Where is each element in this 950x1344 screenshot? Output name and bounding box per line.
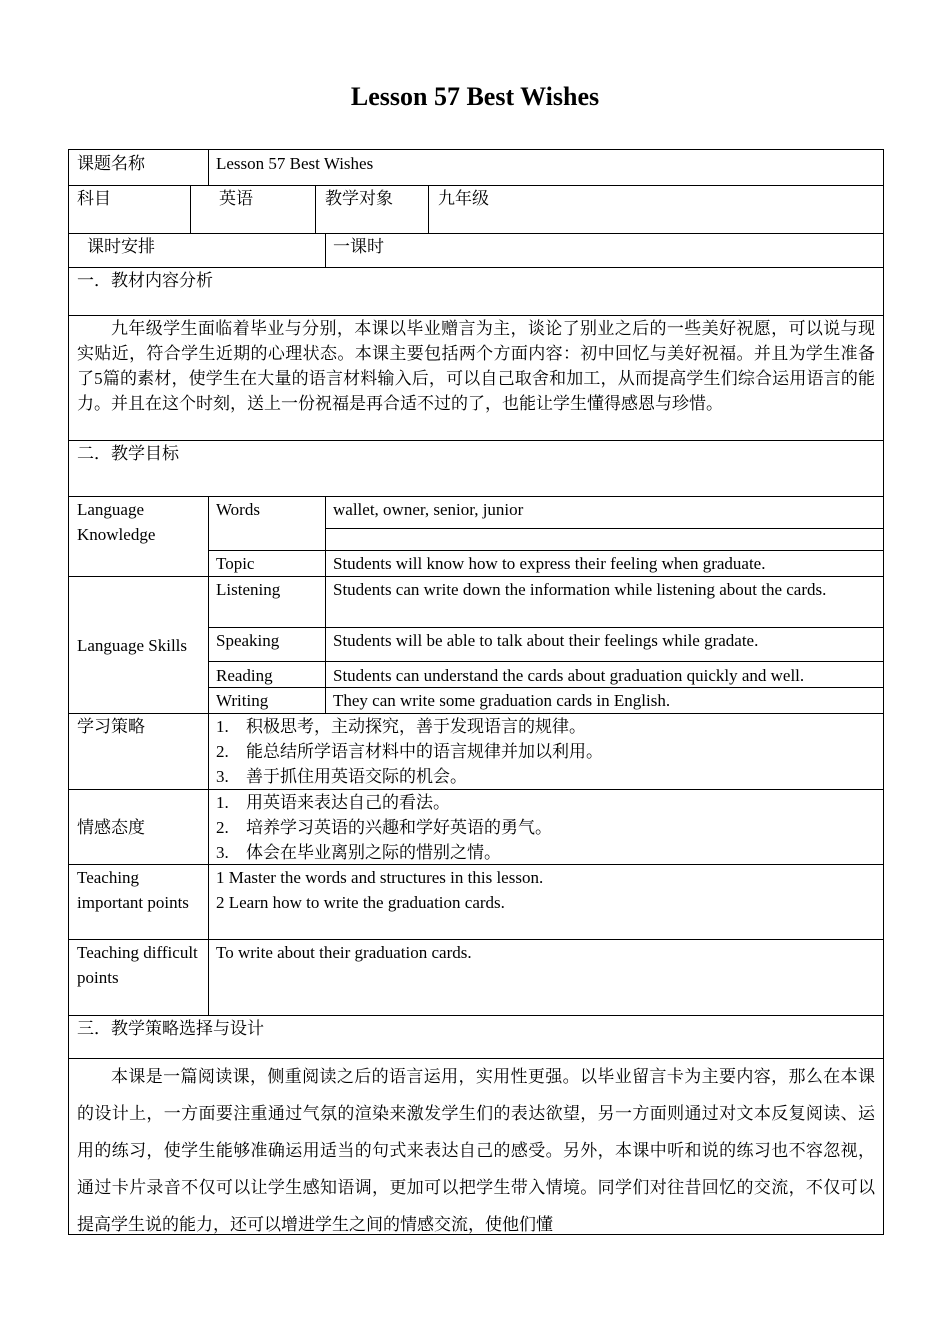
course-name-label: 课题名称 <box>68 149 209 186</box>
skills-label: Language Skills <box>68 576 209 714</box>
section3-heading: 三．教学策略选择与设计 <box>68 1015 884 1059</box>
section3-text: 本课是一篇阅读课，侧重阅读之后的语言运用，实用性更强。以毕业留言卡为主要内容，那么在本课的设计上，一方面要注重通过气氛的渲染来激发学生们的表达欲望，另一方面则通过对文本反复阅读、运用的练习，使学生能够准确运用适当的句式来表达自己的感受。另外，本课中听和说的练习也不容忽视，通过卡片录音不仅可以让学生感知语调，更加可以把学生带入情境。同学们对往昔回忆的交流，不仅可以提高学生说的能力，还可以增进学生之间的情感交流，使他们懂 <box>68 1058 884 1235</box>
period-value: 一课时 <box>325 233 884 268</box>
course-name-value: Lesson 57 Best Wishes <box>208 149 884 186</box>
important-line: 2 Learn how to write the graduation cards. <box>216 893 505 912</box>
strategy-label: 学习策略 <box>68 713 209 790</box>
section1-heading: 一．教材内容分析 <box>68 267 884 316</box>
attitude-label: 情感态度 <box>68 789 209 865</box>
attitude-item: 1. 用英语来表达自己的看法。 <box>216 793 450 812</box>
writing-label: Writing <box>208 687 326 714</box>
target-label: 教学对象 <box>315 185 429 234</box>
topic-label: Topic <box>208 550 326 577</box>
strategy-list <box>208 713 884 790</box>
listening-label: Listening <box>208 576 326 628</box>
words-empty-cell <box>325 528 884 551</box>
period-label: 课时安排 <box>68 233 326 268</box>
important-line: 1 Master the words and structures in this lesson. <box>216 868 544 887</box>
speaking-value: Students will be able to talk about their feelings while gradate. <box>325 627 884 662</box>
writing-value: They can write some graduation cards in English. <box>325 687 884 714</box>
subject-value: 英语 <box>190 185 316 234</box>
reading-label: Reading <box>208 661 326 688</box>
topic-value: Students will know how to express their feeling when graduate. <box>325 550 884 577</box>
words-label: Words <box>208 496 326 551</box>
words-value: wallet, owner, senior, junior <box>325 496 884 529</box>
knowledge-label: Language Knowledge <box>68 496 209 577</box>
section1-text: 九年级学生面临着毕业与分别，本课以毕业赠言为主，谈论了别业之后的一些美好祝愿，可以说与现实贴近，符合学生近期的心理状态。本课主要包括两个方面内容：初中回忆与美好祝福。并且为学生准备了5篇的素材，使学生在大量的语言材料输入后，可以自己取舍和加工，从而提高学生们综合运用语言的能力。并且在这个时刻，送上一份祝福是再合适不过的了，也能让学生懂得感恩与珍惜。 <box>68 315 884 441</box>
page-title: Lesson 57 Best Wishes <box>350 82 600 111</box>
important-label: Teaching important points <box>68 864 209 940</box>
attitude-list <box>208 789 884 865</box>
section2-heading: 二．教学目标 <box>68 440 884 497</box>
subject-label: 科目 <box>68 185 191 234</box>
speaking-label: Speaking <box>208 627 326 662</box>
strategy-item: 2. 能总结所学语言材料中的语言规律并加以利用。 <box>216 742 603 761</box>
attitude-item: 3. 体会在毕业离别之际的惜别之情。 <box>216 843 501 862</box>
reading-value: Students can understand the cards about graduation quickly and well. <box>325 661 884 688</box>
listening-value: Students can write down the information while listening about the cards. <box>325 576 884 628</box>
difficult-label: Teaching difficult points <box>68 939 209 1016</box>
strategy-item: 3. 善于抓住用英语交际的机会。 <box>216 767 467 786</box>
target-value: 九年级 <box>428 185 884 234</box>
difficult-value: To write about their graduation cards. <box>208 939 884 1016</box>
strategy-item: 1. 积极思考，主动探究，善于发现语言的规律。 <box>216 717 586 736</box>
important-value <box>208 864 884 940</box>
attitude-item: 2. 培养学习英语的兴趣和学好英语的勇气。 <box>216 818 552 837</box>
